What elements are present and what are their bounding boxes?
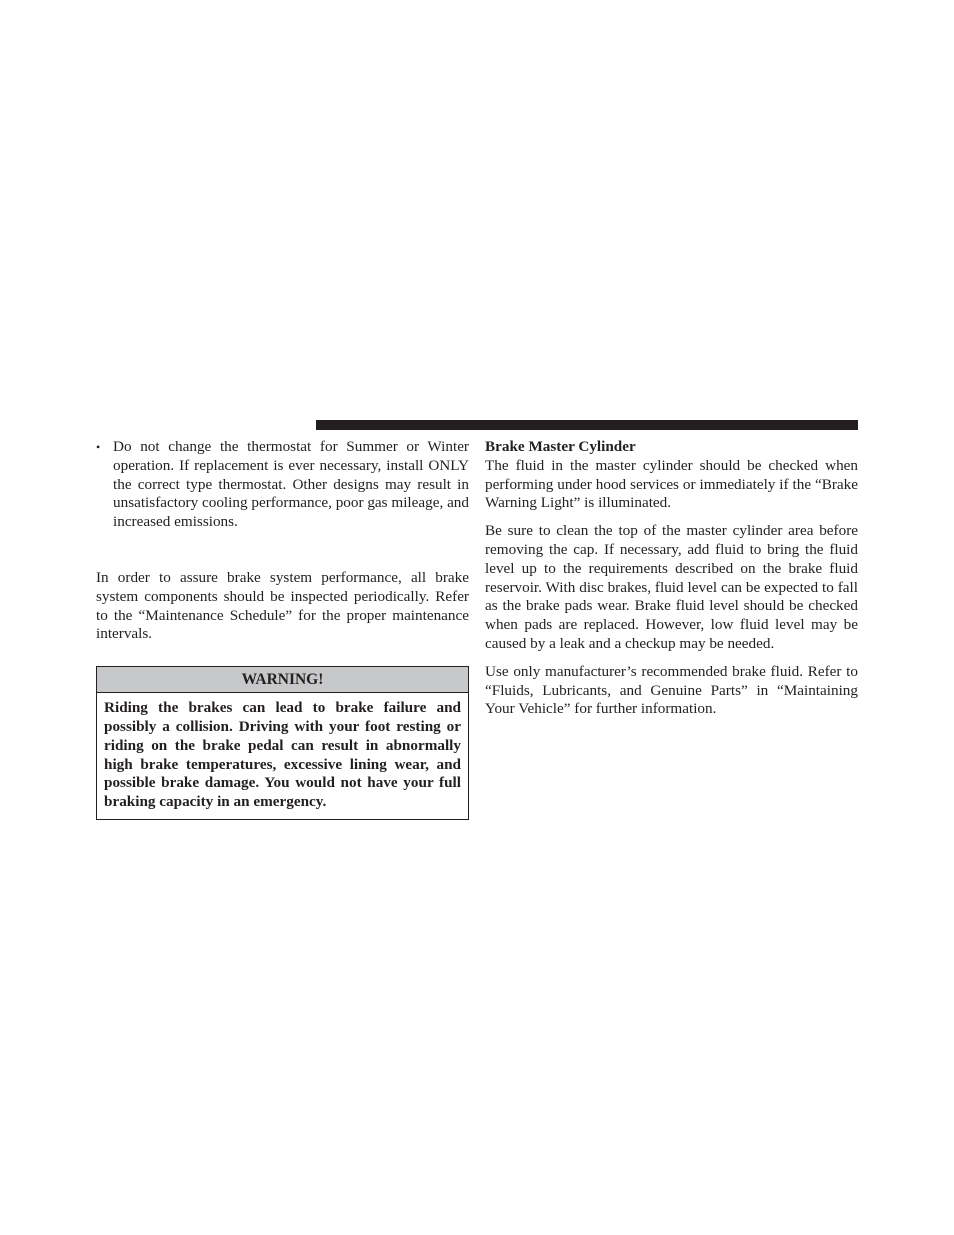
thermostat-bullet-item <box>96 438 469 532</box>
brake-master-cylinder-heading: Brake Master Cylinder <box>485 438 636 455</box>
thermostat-bullet-text: Do not change the thermostat for Summer or Winter operation. If replacement is ever necessary, install ONLY the correct type thermostat. Other designs may result in unsatisfactory cooling performance, poor gas mileage, and increased emissions. <box>113 438 469 531</box>
bullet-icon: • <box>96 440 101 454</box>
warning-title: WARNING! <box>97 667 468 693</box>
section-header-rule <box>316 420 858 430</box>
master-cylinder-paragraph-1: The fluid in the master cylinder should be checked when performing under hood services or immediately if the “Brake Warning Light” is illuminated. <box>485 456 858 512</box>
right-column <box>485 438 858 719</box>
master-cylinder-paragraph-2: Be sure to clean the top of the master cylinder area before removing the cap. If necessary, add fluid to bring the fluid level up to the requirements described on the brake fluid reservoir. With disc brakes, fluid level can be expected to fall as the brake pads wear. Brake fluid level should be checked when pads are replaced. However, low fluid level may be caused by a leak and a checkup may be needed. <box>485 522 858 652</box>
master-cylinder-paragraph-3: Use only manufacturer’s recommended brake fluid. Refer to “Fluids, Lubricants, and Genuine Parts” in “Maintaining Your Vehicle” for further information. <box>485 662 858 718</box>
warning-body: Riding the brakes can lead to brake failure and possibly a collision. Driving with your foot resting or riding on the brake pedal can result in abnormally high brake temperatures, excessive lining wear, and possible brake damage. You would not have your full braking capacity in an emergency. <box>104 699 461 811</box>
left-column <box>96 438 469 820</box>
warning-box <box>96 666 469 820</box>
brakes-paragraph: In order to assure brake system performance, all brake system components should be inspected periodically. Refer to the “Maintenance Schedule” for the proper maintenance intervals. <box>96 568 469 643</box>
